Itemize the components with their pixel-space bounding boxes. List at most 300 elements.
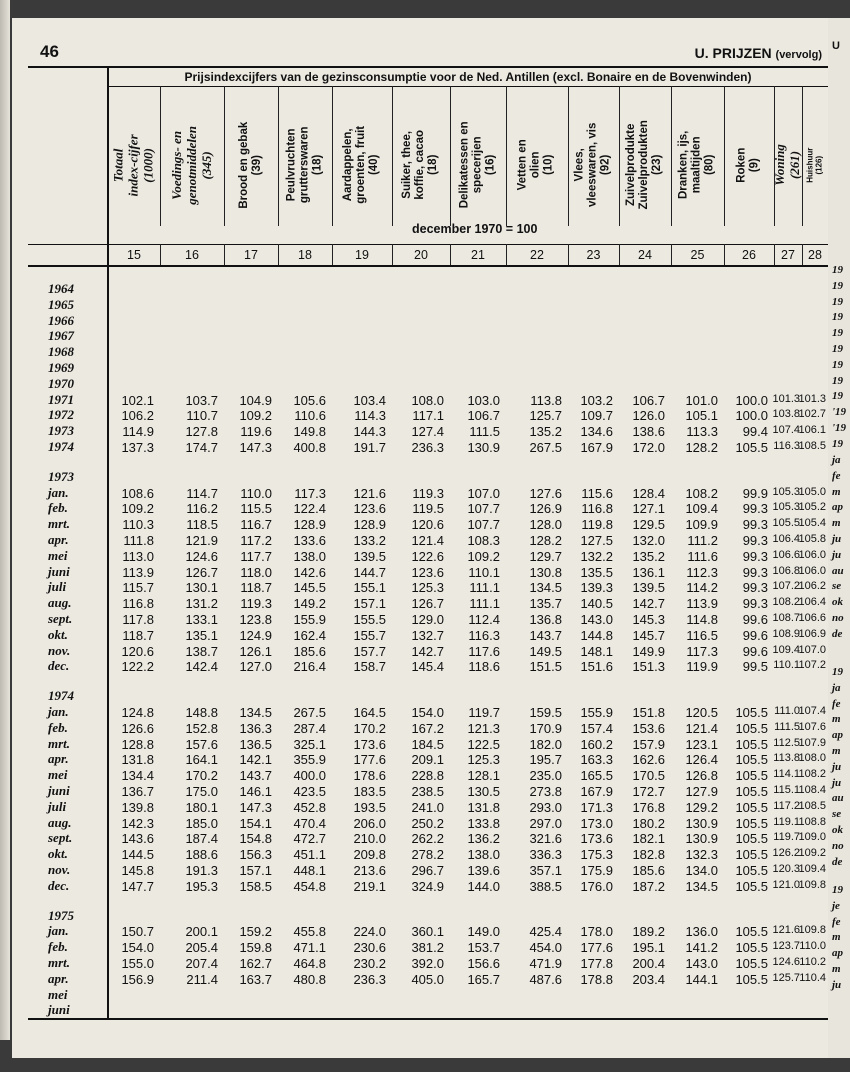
data-cell: 108.4: [798, 784, 826, 796]
data-cell: 262.2: [411, 831, 444, 847]
data-cell: 105.5: [735, 799, 768, 815]
data-cell: 124.8: [121, 705, 154, 720]
data-cell: 400.8: [293, 440, 326, 455]
data-cell: 128.9: [353, 517, 386, 533]
data-cell: 211.4: [186, 971, 218, 987]
data-cell: 118.7: [240, 580, 272, 596]
data-cell: 110.1: [468, 564, 500, 580]
data-cell: 108.2: [685, 485, 718, 501]
data-cell: 149.9: [632, 643, 665, 659]
data-cell: 143.0: [580, 612, 613, 627]
column-header-label: Woning (261): [772, 144, 803, 186]
data-cell: 105.5: [735, 768, 768, 784]
data-cell: 117.3: [686, 643, 718, 659]
data-cell: 114.8: [686, 612, 718, 627]
data-cell: 138.6: [632, 424, 665, 440]
data-cell: 455.8: [293, 924, 326, 940]
row-label: 1971: [48, 391, 74, 407]
data-cell: 115.6: [581, 485, 613, 501]
data-cell: 126.7: [411, 596, 444, 612]
data-cell: 158.5: [239, 878, 272, 894]
row-label: 1966: [48, 312, 74, 328]
data-cell: 200.4: [632, 956, 665, 971]
data-cell: 105.5: [735, 956, 768, 971]
data-cell: 149.8: [293, 424, 326, 440]
adjacent-row-label: ok: [832, 824, 843, 836]
data-cell: 278.2: [411, 847, 444, 863]
data-cell: 123.6: [411, 564, 444, 580]
data-cell: 123.7: [772, 940, 800, 953]
data-cell: 113.9: [122, 564, 154, 580]
data-cell: 464.8: [293, 956, 326, 971]
column-number: 19: [355, 248, 369, 262]
adjacent-row-label: ju: [832, 533, 842, 545]
data-cell: 142.7: [632, 596, 665, 612]
data-cell: 108.2: [798, 768, 826, 781]
data-cell: 106.4: [772, 533, 800, 545]
data-cell: 121.0: [772, 878, 800, 891]
data-cell: 113.0: [122, 548, 154, 564]
data-cell: 130.8: [529, 564, 562, 580]
data-cell: 102.7: [798, 408, 826, 421]
data-cell: 108.8: [798, 815, 826, 828]
data-cell: 148.1: [580, 643, 613, 659]
data-cell: 156.6: [467, 956, 500, 971]
row-label: 1967: [48, 328, 74, 344]
data-cell: 193.5: [353, 799, 386, 815]
data-cell: 119.5: [412, 501, 444, 517]
data-cell: 104.9: [239, 392, 272, 408]
data-cell: 118.6: [468, 659, 500, 675]
data-cell: 324.9: [411, 878, 444, 894]
column-number: 24: [638, 248, 652, 262]
data-cell: 145.8: [121, 863, 154, 878]
data-cell: 155.9: [580, 705, 613, 720]
column-number: 17: [244, 248, 258, 262]
data-cell: 120.6: [121, 643, 154, 659]
row-label: 1969: [48, 360, 74, 375]
data-cell: 123.6: [353, 501, 386, 517]
data-cell: 165.7: [467, 971, 500, 987]
data-cell: 126.8: [685, 768, 718, 784]
data-cell: 150.7: [121, 924, 154, 940]
data-cell: 157.7: [353, 643, 386, 659]
data-cell: 149.5: [529, 643, 562, 659]
adjacent-row-label: 19: [832, 279, 843, 292]
data-cell: 164.1: [185, 752, 218, 768]
data-cell: 128.1: [467, 768, 500, 784]
data-cell: 155.5: [353, 612, 386, 627]
data-cell: 105.5: [735, 924, 768, 940]
row-label: 1974: [48, 439, 74, 454]
data-cell: 180.2: [632, 815, 665, 831]
column-number: 28: [808, 248, 822, 262]
data-cell: 167.9: [580, 784, 613, 799]
data-cell: 357.1: [529, 863, 562, 878]
column-header: [450, 106, 506, 224]
data-cell: 121.9: [185, 533, 218, 548]
row-label: dec.: [48, 877, 70, 893]
data-cell: 191.3: [185, 863, 218, 878]
data-cell: 99.6: [742, 627, 768, 643]
data-cell: 113.3: [686, 424, 718, 440]
data-cell: 162.7: [239, 956, 272, 971]
adjacent-row-label: ju: [832, 978, 842, 991]
data-cell: 230.2: [353, 956, 386, 971]
adjacent-row-label: 19: [832, 437, 843, 450]
adjacent-row-label: ju: [832, 776, 842, 789]
data-cell: 170.2: [185, 768, 218, 784]
data-cell: 163.7: [239, 971, 272, 987]
data-cell: 132.3: [685, 847, 718, 863]
data-cell: 147.3: [239, 440, 272, 455]
data-cell: 296.7: [411, 863, 444, 878]
row-label: 1965: [48, 296, 74, 312]
block-year-label: 1973: [48, 468, 74, 484]
data-cell: 187.2: [632, 878, 665, 894]
data-cell: 113.9: [686, 596, 718, 612]
column-header: [774, 106, 802, 224]
data-cell: 145.7: [632, 627, 665, 643]
data-cell: 139.6: [467, 863, 500, 878]
data-cell: 106.6: [798, 612, 826, 624]
column-header-label: Huishuur (126): [805, 147, 825, 183]
data-cell: 99.3: [742, 596, 768, 612]
data-cell: 111.6: [687, 548, 718, 564]
row-label: mei: [48, 767, 68, 783]
data-cell: 128.2: [529, 533, 562, 548]
data-cell: 116.8: [122, 596, 154, 612]
data-cell: 170.5: [632, 768, 665, 784]
data-cell: 117.3: [294, 485, 326, 501]
data-cell: 112.5: [773, 736, 800, 749]
row-label: apr.: [48, 751, 69, 767]
data-cell: 103.0: [467, 392, 500, 408]
row-label: feb.: [48, 500, 68, 516]
data-cell: 126.7: [185, 564, 218, 580]
data-cell: 127.1: [632, 501, 665, 517]
data-cell: 172.0: [632, 440, 665, 455]
data-cell: 173.6: [353, 736, 386, 752]
row-label: feb.: [48, 719, 68, 735]
data-cell: 210.0: [353, 831, 386, 847]
data-cell: 142.4: [185, 659, 218, 675]
row-label: nov.: [48, 862, 71, 877]
row-label: nov.: [48, 642, 71, 658]
data-cell: 236.3: [353, 971, 386, 987]
data-cell: 195.3: [185, 878, 218, 894]
column-number: 27: [781, 248, 795, 262]
data-cell: 119.8: [581, 517, 613, 533]
adjacent-row-label: m: [832, 931, 841, 944]
data-cell: 118.7: [122, 627, 154, 643]
row-label: okt.: [48, 626, 68, 642]
data-cell: 116.8: [581, 501, 613, 517]
column-header: [619, 106, 671, 224]
data-cell: 99.9: [742, 485, 768, 501]
data-cell: 125.7: [772, 971, 800, 984]
column-header: [802, 106, 828, 224]
data-cell: 157.6: [185, 736, 218, 752]
data-cell: 134.5: [685, 878, 718, 894]
data-cell: 151.5: [529, 659, 562, 675]
data-cell: 119.7: [468, 705, 500, 720]
data-cell: 163.3: [580, 752, 613, 768]
data-cell: 134.6: [580, 424, 613, 440]
data-cell: 123.1: [685, 736, 718, 752]
data-cell: 139.5: [353, 548, 386, 564]
data-cell: 102.1: [121, 392, 154, 408]
data-cell: 405.0: [411, 971, 444, 987]
data-cell: 174.7: [185, 440, 218, 455]
data-cell: 381.2: [411, 940, 444, 956]
data-cell: 130.9: [685, 831, 718, 847]
data-cell: 454.8: [293, 878, 326, 894]
data-cell: 106.2: [121, 408, 154, 424]
data-cell: 173.6: [580, 831, 613, 847]
data-cell: 108.5: [798, 799, 826, 812]
adjacent-row-label: de: [832, 855, 843, 868]
data-cell: 111.1: [469, 580, 500, 596]
table-title: Prijsindexcijfers van de gezinsconsumptie voor de Ned. Antillen (excl. Bonaire en de Bovenwinden): [184, 70, 752, 84]
data-cell: 105.3: [772, 501, 800, 514]
data-cell: 162.4: [293, 627, 326, 643]
data-cell: 126.9: [529, 501, 562, 517]
data-cell: 110.4: [799, 971, 826, 984]
data-cell: 173.0: [580, 815, 613, 831]
data-cell: 109.4: [685, 501, 718, 517]
row-label: jan.: [48, 704, 69, 719]
adjacent-row-label: m: [832, 963, 841, 975]
data-cell: 147.7: [121, 878, 154, 894]
row-label: juni: [48, 1002, 70, 1018]
data-cell: 127.6: [529, 485, 562, 501]
data-cell: 151.3: [632, 659, 665, 675]
data-cell: 171.3: [580, 799, 613, 815]
adjacent-row-label: 19: [832, 264, 843, 276]
data-cell: 105.4: [798, 517, 826, 530]
data-cell: 182.8: [632, 847, 665, 863]
data-cell: 177.6: [580, 940, 613, 956]
data-cell: 167.2: [411, 720, 444, 736]
adjacent-page-edge: [828, 18, 850, 1058]
data-cell: 114.3: [354, 408, 386, 424]
adjacent-row-label: 19: [832, 666, 843, 678]
data-cell: 151.6: [580, 659, 613, 675]
data-cell: 216.4: [293, 659, 326, 675]
adjacent-row-label: no: [832, 612, 844, 624]
data-cell: 110.0: [799, 940, 826, 953]
data-cell: 448.1: [293, 863, 326, 878]
row-label: okt.: [48, 846, 68, 862]
data-cell: 141.2: [685, 940, 718, 956]
data-cell: 145.4: [411, 659, 444, 675]
data-cell: 470.4: [293, 815, 326, 831]
data-cell: 119.9: [686, 659, 718, 675]
adjacent-row-label: se: [832, 580, 842, 593]
data-cell: 110.7: [186, 408, 218, 424]
data-cell: 136.7: [121, 784, 154, 799]
data-cell: 109.4: [772, 643, 800, 656]
data-cell: 157.4: [580, 720, 613, 736]
data-cell: 103.8: [772, 408, 800, 421]
data-cell: 117.7: [240, 548, 272, 564]
data-cell: 117.2: [240, 533, 272, 548]
data-cell: 122.2: [121, 659, 154, 675]
data-cell: 106.2: [798, 580, 826, 593]
data-cell: 423.5: [293, 784, 326, 799]
column-header: [278, 106, 332, 224]
data-cell: 135.2: [632, 548, 665, 564]
data-cell: 154.1: [239, 815, 272, 831]
data-cell: 99.3: [742, 517, 768, 533]
data-cell: 105.5: [735, 863, 768, 878]
data-cell: 144.8: [580, 627, 613, 643]
row-label: mei: [48, 986, 68, 1002]
adjacent-row-label: au: [832, 564, 844, 577]
data-cell: 128.2: [685, 440, 718, 455]
data-cell: 135.1: [185, 627, 218, 643]
column-number: 20: [414, 248, 428, 262]
data-cell: 109.2: [798, 847, 826, 860]
data-cell: 136.0: [685, 924, 718, 940]
data-cell: 124.6: [772, 956, 800, 968]
data-cell: 108.6: [121, 485, 154, 501]
data-cell: 400.0: [293, 768, 326, 784]
row-label: aug.: [48, 595, 72, 611]
data-cell: 108.2: [772, 596, 800, 609]
data-cell: 132.2: [580, 548, 613, 564]
data-cell: 134.0: [685, 863, 718, 878]
column-header: [332, 106, 392, 224]
data-cell: 172.7: [632, 784, 665, 799]
data-cell: 105.5: [735, 940, 768, 956]
column-header-label: Suiker, thee, koffie, cacao (18): [401, 130, 440, 200]
data-cell: 454.0: [529, 940, 562, 956]
adjacent-row-label: 19: [832, 358, 843, 371]
data-cell: 160.2: [580, 736, 613, 752]
data-cell: 106.9: [798, 627, 826, 640]
data-cell: 110.2: [799, 956, 826, 968]
column-header-label: Vlees, vleeswaren, vis (92): [573, 122, 613, 208]
adjacent-row-label: ap: [832, 729, 843, 742]
data-cell: 109.2: [467, 548, 500, 564]
data-cell: 139.5: [632, 580, 665, 596]
data-cell: 156.3: [239, 847, 272, 863]
data-cell: 134.4: [121, 768, 154, 784]
data-cell: 134.5: [239, 705, 272, 720]
data-cell: 127.0: [239, 659, 272, 675]
adjacent-row-label: au: [832, 792, 844, 805]
data-cell: 121.6: [772, 924, 800, 937]
data-cell: 109.2: [121, 501, 154, 517]
data-cell: 176.8: [632, 799, 665, 815]
data-cell: 136.3: [239, 720, 272, 736]
data-cell: 205.4: [185, 940, 218, 956]
data-cell: 105.5: [735, 815, 768, 831]
data-cell: 154.0: [121, 940, 154, 956]
data-cell: 119.1: [773, 815, 800, 828]
data-cell: 105.5: [735, 705, 768, 720]
data-cell: 103.7: [185, 392, 218, 408]
data-cell: 122.4: [293, 501, 326, 517]
column-header: [108, 106, 160, 224]
data-cell: 116.3: [773, 440, 800, 452]
data-cell: 108.0: [798, 752, 826, 765]
data-cell: 106.7: [632, 392, 665, 408]
column-header: [392, 106, 450, 224]
data-cell: 127.5: [580, 533, 613, 548]
data-cell: 126.2: [772, 847, 800, 860]
data-cell: 184.5: [411, 736, 444, 752]
data-cell: 99.5: [742, 659, 768, 675]
data-cell: 145.3: [632, 612, 665, 627]
data-cell: 128.0: [529, 517, 562, 533]
data-cell: 134.5: [529, 580, 562, 596]
data-cell: 159.2: [239, 924, 272, 940]
data-cell: 99.4: [742, 424, 768, 440]
data-cell: 129.7: [529, 548, 562, 564]
data-cell: 148.8: [185, 705, 218, 720]
data-cell: 155.1: [353, 580, 386, 596]
data-cell: 116.5: [686, 627, 718, 643]
data-cell: 207.4: [185, 956, 218, 971]
table-bottom-rule: [28, 1018, 828, 1020]
base-period-label: december 1970 = 100: [412, 222, 538, 236]
data-cell: 126.0: [632, 408, 665, 424]
data-cell: 157.9: [632, 736, 665, 752]
column-header: [160, 106, 224, 224]
data-cell: 142.1: [239, 752, 272, 768]
data-cell: 130.5: [467, 784, 500, 799]
row-label: juli: [48, 798, 67, 814]
running-head-main: U. PRIJZEN: [694, 45, 772, 61]
data-cell: 175.9: [580, 863, 613, 878]
data-cell: 112.3: [686, 564, 718, 580]
data-cell: 182.0: [529, 736, 562, 752]
data-cell: 388.5: [529, 878, 562, 894]
column-header: [506, 106, 568, 224]
data-cell: 297.0: [529, 815, 562, 831]
data-cell: 105.5: [735, 736, 768, 752]
adjacent-row-label: no: [832, 839, 844, 852]
row-label: apr.: [48, 532, 69, 547]
row-label: 1968: [48, 344, 74, 360]
row-label: 1973: [48, 423, 74, 439]
data-cell: 127.4: [411, 424, 444, 440]
data-cell: 112.4: [468, 612, 500, 627]
data-cell: 106.4: [798, 596, 826, 609]
data-cell: 115.7: [122, 580, 154, 596]
row-label: feb.: [48, 939, 68, 955]
data-cell: 425.4: [529, 924, 562, 940]
column-header-label: Peulvruchten grutterswaren (18): [285, 126, 324, 204]
data-cell: 392.0: [411, 956, 444, 971]
data-cell: 109.8: [798, 878, 826, 891]
data-cell: 109.2: [239, 408, 272, 424]
data-cell: 119.6: [240, 424, 272, 440]
data-cell: 124.6: [185, 548, 218, 564]
data-cell: 106.6: [772, 548, 800, 561]
data-cell: 451.1: [293, 847, 326, 863]
adjacent-row-label: 19: [832, 327, 843, 340]
data-cell: 143.0: [685, 956, 718, 971]
row-label: juli: [48, 579, 67, 595]
data-cell: 139.3: [580, 580, 613, 596]
data-cell: 155.0: [121, 956, 154, 971]
data-cell: 136.8: [529, 612, 562, 627]
data-cell: 471.1: [293, 940, 326, 956]
